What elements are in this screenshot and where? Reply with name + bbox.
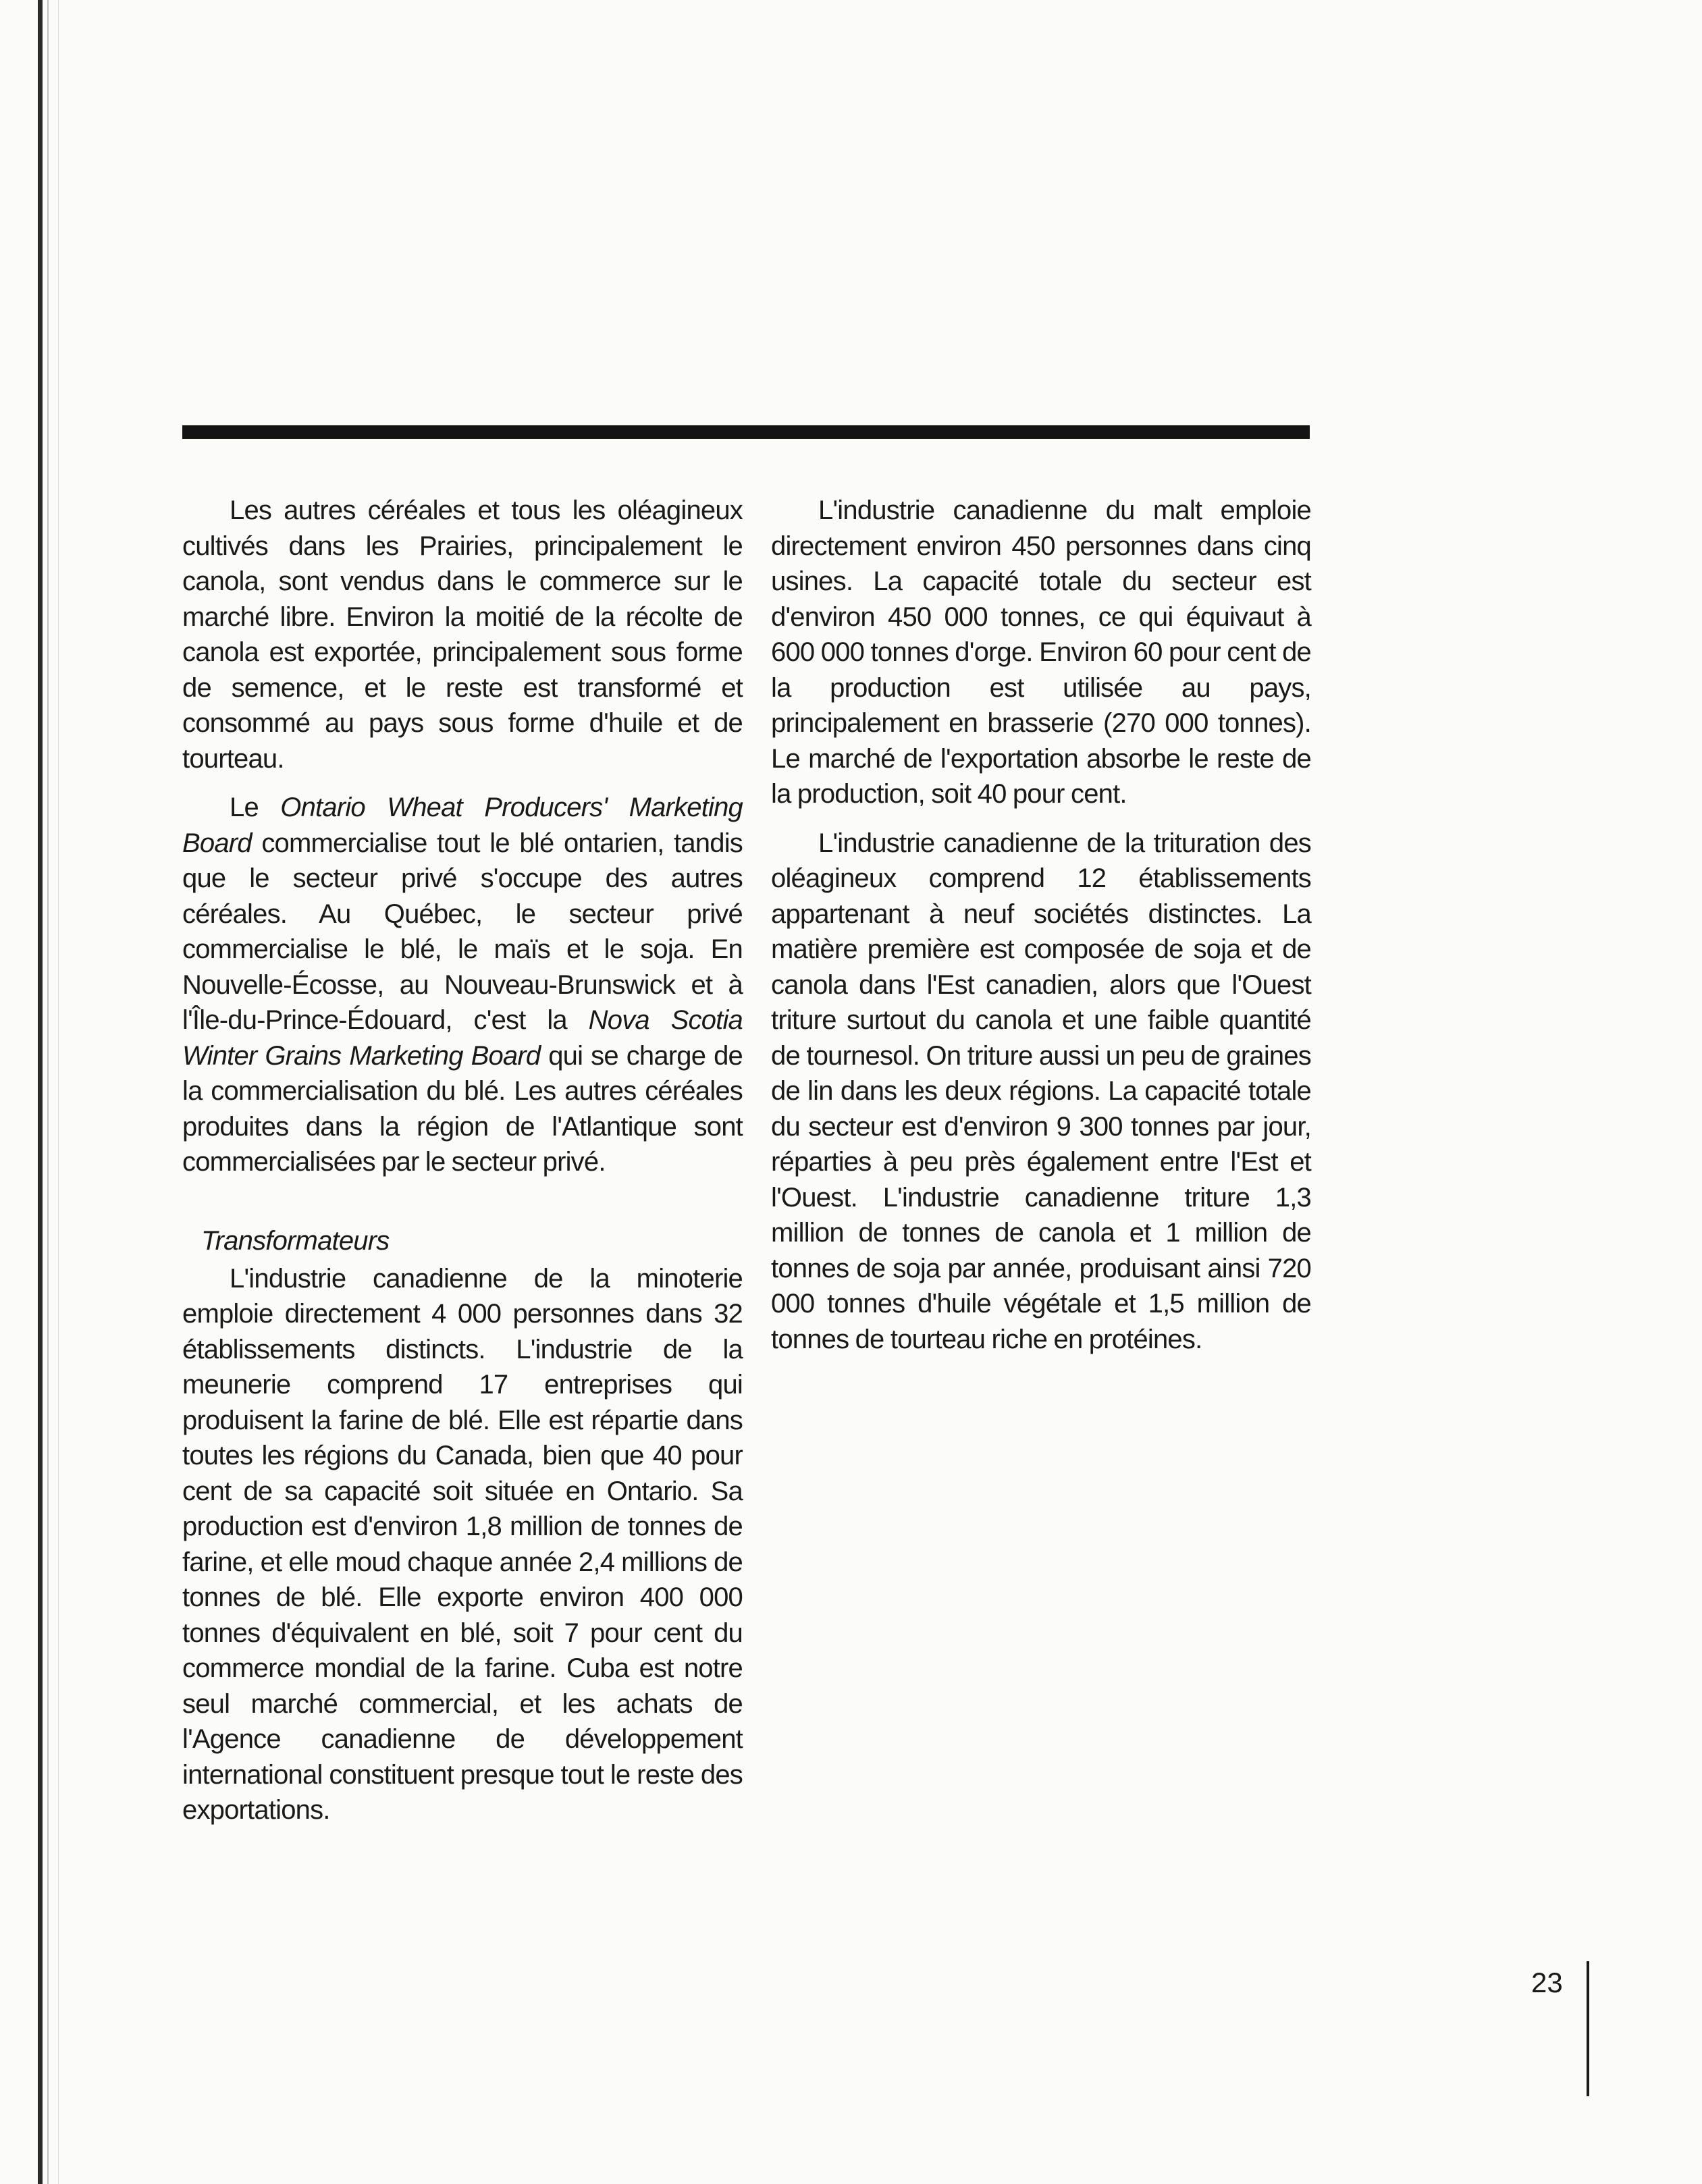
- page-number: 23: [1531, 1967, 1563, 1998]
- page-number-rule: [1587, 1961, 1589, 2096]
- left-paragraph-1: Les autres céréales et tous les oléagineux cultivés dans les Prairies, principalement le canola, sont vendus dans le commerce sur le marché libre. Environ la moitié de la récolte de canola est exportée, principalement sous forme de semence, et le reste est transformé et consommé au pays sous forme d'huile et de tourteau.: [182, 496, 743, 774]
- section-subheading: Transformateurs: [201, 1225, 390, 1256]
- paragraph-text: Le: [230, 793, 281, 822]
- left-paragraph-3: L'industrie canadienne de la minoterie emploie directement 4 000 personnes dans 32 établissements distincts. L'industrie de la meunerie comprend 17 entreprises qui produisent la farine de blé. Elle est répartie dans toutes les régions du Canada, bien que 40 pour cent de sa capacité soit située en Ontario. Sa production est d'environ 1,8 million de tonnes de farine, et elle moud chaque année 2,4 millions de tonnes de blé. Elle exporte environ 400 000 tonnes d'équivalent en blé, soit 7 pour cent du commerce mondial de la farine. Cuba est notre seul marché commercial, et les achats de l'Agence canadienne de développement international constituent presque tout le reste des exportations.: [182, 1263, 743, 1825]
- board-name-nova-scotia: Nova Scotia Winter Grains Marketing Board: [182, 1005, 743, 1071]
- binding-edge-shadow: [47, 0, 49, 2184]
- paragraph-text: qui se charge de la commercialisation du blé. Les autres céréales produites dans la région de l'Atlantique sont commercialisées par le secteur privé.: [182, 1040, 743, 1177]
- left-paragraph-2: [182, 790, 743, 1180]
- paragraph-text: commercialise tout le blé ontarien, tandis que le secteur privé s'occupe des autres céréales. Au Québec, le secteur privé commercialise le blé, le maïs et le soja. En Nouvelle-Écosse, au Nouveau-Brunswick et à l'Île-du-Prince-Édouard, c'est la: [182, 828, 743, 1035]
- binding-edge: [38, 0, 43, 2184]
- header-rule: [182, 425, 1310, 439]
- left-column: [182, 493, 743, 1842]
- board-name-ontario: Ontario Wheat Producers' Marketing Board: [182, 793, 743, 858]
- binding-edge-shadow-light: [58, 0, 59, 2184]
- right-column: [771, 493, 1311, 1370]
- right-paragraph-2: L'industrie canadienne de la trituration des oléagineux comprend 12 établissements appartenant à neuf sociétés distinctes. La matière première est composée de soja et de canola dans l'Est canadien, alors que l'Ouest triture surtout du canola et une faible quantité de tournesol. On triture aussi un peu de graines de lin dans les deux régions. La capacité totale du secteur est d'environ 9 300 tonnes par jour, réparties à peu près également entre l'Est et l'Ouest. L'industrie canadienne triture 1,3 million de tonnes de canola et 1 million de tonnes de soja par année, produisant ainsi 720 000 tonnes d'huile végétale et 1,5 million de tonnes de tourteau riche en protéines.: [771, 828, 1311, 1354]
- right-paragraph-1: L'industrie canadienne du malt emploie directement environ 450 personnes dans cinq usines. La capacité totale du secteur est d'environ 450 000 tonnes, ce qui équivaut à 600 000 tonnes d'orge. Environ 60 pour cent de la production est utilisée au pays, principalement en brasserie (270 000 tonnes). Le marché de l'exportation absorbe le reste de la production, soit 40 pour cent.: [771, 496, 1311, 809]
